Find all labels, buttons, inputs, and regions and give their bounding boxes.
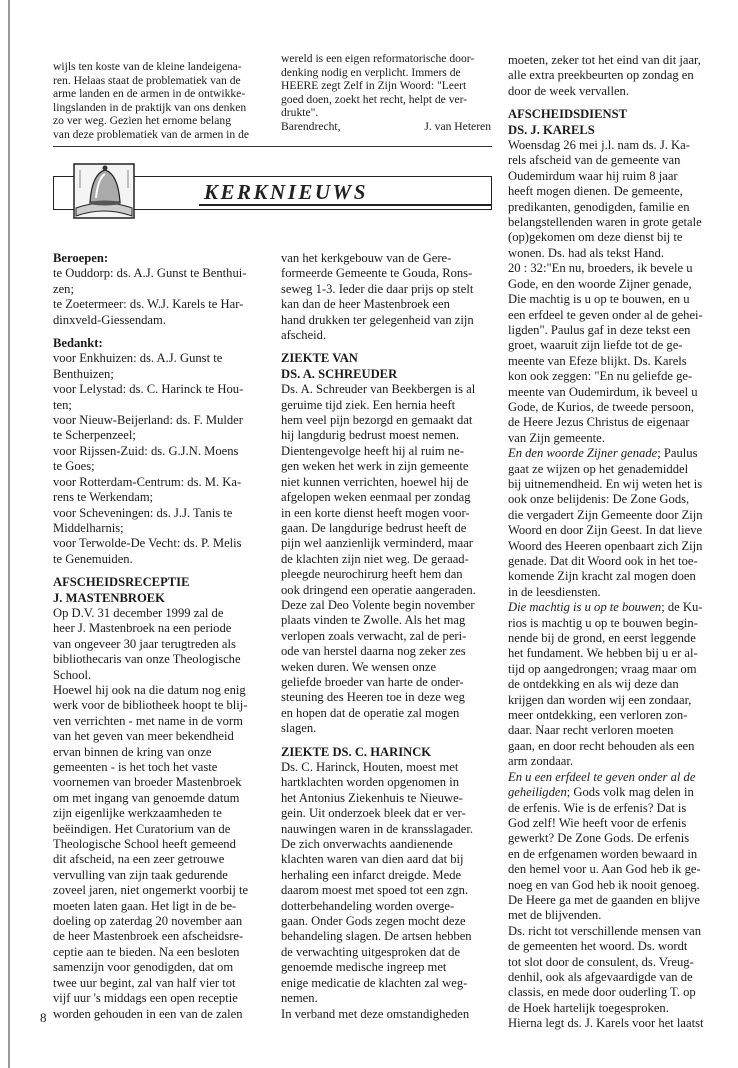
text-line: vervulling van zijn taak gedurende	[53, 867, 228, 882]
text-line: Ds. A. Schreuder van Beekbergen is al	[281, 382, 476, 397]
text-line: Deze zal Deo Volente begin november	[281, 597, 475, 612]
text-line: noeg en van God heb ik nooit genoeg.	[508, 877, 700, 892]
text-line: voor Rotterdam-Centrum: ds. M. Ka-	[53, 474, 242, 489]
text-line: een erfdeel te geven onder al de gehei-	[508, 307, 703, 322]
text-line: kan dan de heer Mastenbroek een	[281, 297, 450, 312]
text-line: Middelharnis;	[53, 520, 124, 535]
karels-subheading: DS. J. KARELS	[508, 122, 595, 137]
text-line: daarom moest met spoed tot een zgn.	[281, 883, 469, 898]
text-line: het Antonius Ziekenhuis te Nieuwe-	[281, 790, 463, 805]
text-line: de erfenis. Wie is de erfenis? Dat is	[508, 800, 687, 815]
schreuder-heading: ZIEKTE VAN	[281, 351, 358, 366]
text-line: heeft mogen dienen. De gemeente,	[508, 184, 683, 199]
text-line: dit afscheid, na een zeer getrouwe	[53, 852, 225, 867]
text-line: ren. Helaas staat de problematiek van de	[53, 73, 241, 87]
text-line: van deze problematiek van de armen in de	[53, 127, 250, 141]
text-line	[508, 600, 717, 615]
signature-place: Barendrecht,	[281, 119, 341, 133]
text-line: genoemde medische ingreep met	[281, 960, 447, 975]
text-line: rios is machtig u op te bouwen begin-	[508, 615, 698, 630]
top-article-col2	[281, 52, 491, 134]
text-line: plaats vinden te Zwolle. Als het mag	[281, 613, 466, 628]
text-line: 20 : 32:"En nu, broeders, ik bevele u	[508, 261, 693, 276]
text-line: bij uitnemendheid. En wij weten het is	[508, 476, 703, 491]
text-line: het fundament. We hebben bij u er al-	[508, 646, 698, 661]
text-line: afscheid.	[281, 328, 327, 343]
text-line: kon ook zeggen: "En nu geliefde ge-	[508, 369, 693, 384]
signature	[281, 120, 491, 134]
text-line: Gode, en den woorde Zijner genade,	[508, 276, 692, 291]
text-line: tot slot door de consulent, ds. Vreug-	[508, 954, 694, 969]
text-line: lingslanden in de praktijk van ons denken	[53, 100, 247, 114]
text-line: seweg 1-3. Ieder die daar prijs op stelt	[281, 281, 474, 296]
text-line: ligden". Paulus gaf in deze tekst een	[508, 322, 691, 337]
text-line: Gode, de Kurios, de tweede persoon,	[508, 399, 695, 414]
text-line: werk voor de bibliotheek hoopt te blij-	[53, 698, 248, 713]
text-line: formeerde Gemeente te Gouda, Rons-	[281, 266, 473, 281]
text-line: denking nodig en verplicht. Immers de	[281, 65, 461, 79]
text-line: Woensdag 26 mei j.l. nam ds. J. Ka-	[508, 138, 690, 153]
text-line: nende bij de grond, en eerst leggende	[508, 631, 696, 646]
text-line	[508, 446, 717, 461]
text-line: heer J. Mastenbroek na een periode	[53, 621, 232, 636]
text-line: met de blijvenden.	[508, 908, 602, 923]
italic-phrase: Die machtig is u op te bouwen	[508, 600, 662, 615]
text-line: Op D.V. 31 december 1999 zal de	[53, 605, 224, 620]
signature-name: J. van Heteren	[424, 119, 491, 133]
text-line: voor Rijssen-Zuid: ds. G.J.N. Moens	[53, 443, 239, 458]
column-2	[281, 251, 491, 1022]
text-line: zijn eigenlijke werkzaamheden te	[53, 806, 222, 821]
text-line: gen weken het werk in zijn gemeente	[281, 459, 469, 474]
text-line: ook onze belijdenis: De Zone Gods,	[508, 492, 690, 507]
text-line: zen;	[53, 281, 74, 296]
text-line: denhil, ook als afgevaardigde van de	[508, 969, 693, 984]
text-line: nauwingen waren in de kransslagader.	[281, 821, 473, 836]
text-line: ten;	[53, 397, 72, 412]
text-line: om met ingang van genoemde datum	[53, 790, 240, 805]
text-line: hem veel pijn bezorgd en gemaakt dat	[281, 413, 473, 428]
text-line: drukte".	[281, 106, 319, 120]
text-line: Ds. richt tot verschillende mensen van	[508, 923, 702, 938]
text-line: voor Enkhuizen: ds. A.J. Gunst te	[53, 351, 223, 366]
text-span: ; Paulus	[657, 446, 698, 461]
text-line: door de week vervallen.	[508, 83, 629, 98]
bedankt-heading: Bedankt:	[53, 336, 103, 351]
text-line: voornemen van broeder Mastenbroek	[53, 775, 242, 790]
text-line: dinxveld-Giessendam.	[53, 312, 166, 327]
text-line: arme landen en de armen in de ontwikke-	[53, 87, 246, 101]
italic-phrase: geheiligden	[508, 785, 567, 800]
text-line: zo ver weg. Gezien het ernome belang	[53, 114, 232, 128]
banner-underline	[199, 204, 492, 206]
karels-heading: AFSCHEIDSDIENST	[508, 107, 627, 122]
text-line: in de leesdiensten.	[508, 584, 601, 599]
text-line: gaat ze wijzen op het genademiddel	[508, 461, 689, 476]
text-line: arm zondaar.	[508, 754, 574, 769]
text-line: den hemel voor u. Aan God heb ik ge-	[508, 862, 701, 877]
text-line: voor Scheveningen: ds. J.J. Tanis te	[53, 505, 233, 520]
page-number: 8	[40, 1010, 47, 1025]
text-line: dotterbehandeling worden overge-	[281, 898, 455, 913]
text-line: Hierna legt ds. J. Karels voor het laatst	[508, 1016, 704, 1031]
text-line: moeten, zeker tot het eind van dit jaar,	[508, 53, 701, 67]
text-line: wereld is een eigen reformatorische door-	[281, 52, 475, 65]
text-line: De Heere ga met de gaanden en blijve	[508, 892, 700, 907]
text-line: nemen.	[281, 991, 318, 1006]
text-line: de Heere Jezus Christus de eigenaar	[508, 415, 690, 430]
banner-title: KERKNIEUWS	[204, 180, 368, 204]
text-line: voor Terwolde-De Vecht: ds. P. Melis	[53, 536, 242, 551]
receptie-subheading: J. MASTENBROEK	[53, 590, 165, 605]
text-line: en hopen dat de operatie zal mogen	[281, 705, 460, 720]
text-line: (op)gekomen om deze dienst bij te	[508, 230, 683, 245]
text-line: van Zijn gemeente.	[508, 430, 605, 445]
text-line: krijgen dan worden wij een zondaar,	[508, 692, 692, 707]
text-line: te Scherpenzeel;	[53, 428, 136, 443]
text-line: gewerkt? De Zone Gods. De erfenis	[508, 831, 690, 846]
text-line: twee uur begint, zal van half vier tot	[53, 975, 236, 990]
text-line: verlopen zoals verwacht, zal de peri-	[281, 628, 467, 643]
text-line: gaan. De langdurige bedrust heeft de	[281, 520, 467, 535]
text-line: beëindigen. Het Curatorium van de	[53, 821, 231, 836]
text-line: Benthuizen;	[53, 366, 114, 381]
beroepen-heading: Beroepen:	[53, 251, 109, 265]
text-line: meente van Efeze blijkt. Ds. Karels	[508, 353, 687, 368]
text-line: gaan. Onder Gods zegen mocht deze	[281, 914, 466, 929]
column-1	[53, 251, 265, 1022]
column-3	[508, 53, 717, 1032]
text-line: de heer Mastenbroek een afscheidsre-	[53, 929, 244, 944]
text-line: niet kunnen verrichten, hoewel hij de	[281, 474, 469, 489]
text-line: van het kerkgebouw van de Gere-	[281, 251, 452, 265]
text-line: hij langdurig bedrust moest nemen.	[281, 428, 460, 443]
text-line: Hoewel hij ook na die datum nog enig	[53, 682, 246, 697]
text-line: pleegde neurochirurg heeft hem dan	[281, 567, 463, 582]
schreuder-subheading: DS. A. SCHREUDER	[281, 366, 398, 381]
text-line: enige medicatie de klachten zal weg-	[281, 975, 468, 990]
text-line: daar. Naar recht verloren moeten	[508, 723, 674, 738]
text-line: komende Zijn kracht zal mogen doen	[508, 569, 696, 584]
text-line: belangstellenden waren in grote getale	[508, 215, 702, 230]
text-line: ook dringend een operatie aangeraden.	[281, 582, 476, 597]
text-line: goed doen, zoekt het recht, helpt de ver-	[281, 92, 468, 106]
text-line: genade. Dat dit Woord ook in het toe-	[508, 554, 698, 568]
text-line: afgelopen weken eenmaal per zondag	[281, 490, 471, 505]
text-line: voor Lelystad: ds. C. Harinck te Hou-	[53, 382, 244, 397]
text-line: steuning des Heeren toe in deze weg	[281, 690, 465, 705]
text-line: samenzijn voor genodigden, dat om	[53, 960, 234, 975]
text-line: te Zoetermeer: ds. W.J. Karels te Har-	[53, 297, 244, 312]
text-line: zoveel jaren, niet ongemerkt voorbij te	[53, 883, 249, 898]
text-line: geruime tijd ziek. Een hernia heeft	[281, 397, 456, 412]
text-line: bibliothecaris van onze Theologische	[53, 652, 241, 667]
bell-book-icon	[70, 158, 140, 224]
text-line: De zich onverwachts aandienende	[281, 837, 453, 852]
text-line: groet, waaruit zijn liefde tot de ge-	[508, 338, 683, 353]
text-line: voor Nieuw-Beijerland: ds. F. Mulder	[53, 413, 243, 428]
text-line: Ds. C. Harinck, Houten, moest met	[281, 760, 459, 774]
italic-line: En u een erfdeel te geven onder al de	[508, 769, 696, 784]
text-line: God zelf! Wie heeft voor de erfenis	[508, 815, 687, 830]
text-line: predikanten, genodigden, familie en	[508, 199, 690, 214]
text-line: rels afscheid van de gemeente van	[508, 153, 681, 168]
text-span: ; de Ku-	[661, 600, 703, 615]
text-line: alle extra preekbeurten op zondag en	[508, 68, 694, 83]
text-line: van ongeveer 30 jaar terugtreden als	[53, 636, 236, 651]
text-line: Die machtig is u op te bouwen, en u	[508, 292, 690, 307]
text-line: ven verrichten - met name in de vorm	[53, 713, 243, 728]
text-line: ceptie aan te bieden. Na een besloten	[53, 944, 240, 959]
section-divider	[53, 146, 492, 147]
text-line: wijls ten koste van de kleine landeigena-	[53, 60, 242, 73]
text-line: behandeling slagen. De artsen hebben	[281, 929, 472, 944]
text-line: gemeenten - is het toch het vaste	[53, 760, 218, 774]
text-line: vijf uur 's middags een open receptie	[53, 991, 238, 1006]
text-line: in een korte dienst heeft mogen voor-	[281, 505, 470, 520]
page-edge-rule	[8, 0, 10, 1068]
text-line: de klachten zijn niet weg. De geraad-	[281, 551, 469, 566]
text-line: Theologische School heeft gemeend	[53, 837, 236, 852]
text-line: te Genemuiden.	[53, 551, 133, 566]
text-line: van het geven van meer bekendheid	[53, 729, 234, 744]
text-line: de verwachting uitgesproken dat de	[281, 944, 461, 959]
text-line: doeling op zaterdag 20 november aan	[53, 914, 243, 929]
text-line: meer ontdekking, een verloren zon-	[508, 708, 688, 723]
text-line: ode van herstel daarna nog zeker zes	[281, 644, 466, 659]
text-line: te Ouddorp: ds. A.J. Gunst te Benthui-	[53, 266, 247, 281]
text-line: klachten waren van dien aard dat bij	[281, 852, 464, 867]
text-line: classis, en mede door ouderling T. op	[508, 985, 696, 1000]
text-line: en de erfgenamen worden bewaard in	[508, 846, 698, 861]
text-line: In verband met deze omstandigheden	[281, 1006, 470, 1021]
text-line: worden gehouden in een van de zalen	[53, 1006, 243, 1021]
text-line: HEERE zegt Zelf in Zijn Woord: "Leert	[281, 79, 467, 93]
text-line: gaan, en door recht behouden als een	[508, 738, 695, 753]
text-line: gein. Uit onderzoek bleek dat er ver-	[281, 806, 466, 821]
receptie-heading: AFSCHEIDSRECEPTIE	[53, 575, 190, 590]
text-line: Dientengevolge heeft hij al ruim ne-	[281, 443, 464, 458]
text-line: meente van Oudemirdum, ik beveel u	[508, 384, 698, 399]
text-line: te Goes;	[53, 459, 95, 474]
text-line: slagen.	[281, 721, 317, 736]
italic-phrase: En den woorde Zijner genade	[508, 446, 658, 461]
text-line: de gemeenten het woord. Ds. wordt	[508, 939, 688, 954]
text-line: ervan binnen de kring van onze	[53, 744, 212, 759]
top-article-col1	[53, 60, 268, 142]
text-line: de Hoek hartelijk toegesproken.	[508, 1000, 669, 1015]
text-line	[508, 785, 717, 800]
text-line: weken duren. We wensen onze	[281, 659, 437, 674]
text-line: de ontdekking en als wij deze dan	[508, 677, 679, 692]
text-line: herhaling een infarct dreigde. Mede	[281, 867, 462, 882]
text-line: School.	[53, 667, 92, 682]
text-line: moeten laten gaan. Het ligt in de be-	[53, 898, 237, 913]
text-line: die vergadert Zijn Gemeente door Zijn	[508, 507, 703, 522]
text-line: wonen. Ds. had als tekst Hand.	[508, 245, 664, 260]
text-line: Woord des Heeren openbaart zich Zijn	[508, 538, 703, 553]
text-line: Woord en door Zijn Geest. In dat lieve	[508, 523, 703, 538]
harinck-heading: ZIEKTE DS. C. HARINCK	[281, 744, 432, 759]
text-line: rens te Werkendam;	[53, 490, 154, 505]
text-span: ; Gods volk mag delen in	[566, 785, 694, 800]
text-line: hartklachten worden opgenomen in	[281, 775, 460, 790]
text-line: geliefde broeder van harte de onder-	[281, 674, 464, 689]
text-line: tijd op aangedrongen; vraag maar om	[508, 661, 697, 676]
text-line: hand drukken ter gelegenheid van zijn	[281, 312, 474, 327]
text-line: pijn wel aanzienlijk verminderd, maar	[281, 536, 473, 551]
text-line: Oudemirdum waar hij ruim 8 jaar	[508, 168, 678, 183]
